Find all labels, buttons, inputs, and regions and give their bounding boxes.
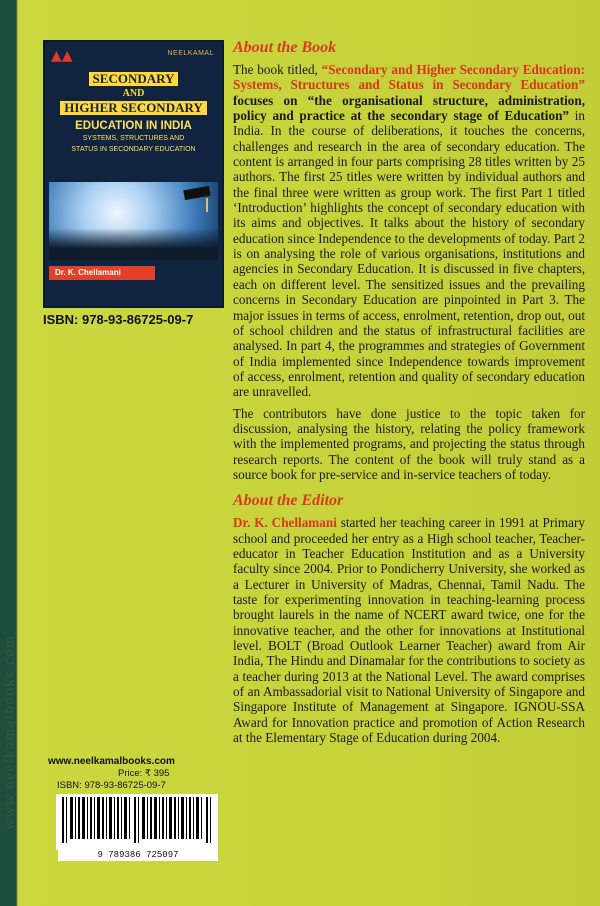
thumbnail-publisher: NEELKAMAL: [167, 50, 214, 57]
barcode-icon: [62, 797, 212, 843]
tassel-icon: [206, 198, 208, 212]
thumbnail-title-line3: HIGHER SECONDARY: [60, 101, 207, 115]
thumbnail-title-line2: AND: [122, 88, 145, 99]
p1-start: The book titled,: [233, 62, 322, 77]
thumbnail-title: [51, 70, 216, 154]
price-label: Price: ₹ 395: [118, 768, 170, 779]
about-editor-paragraph: [233, 515, 585, 745]
thumbnail-subtitle-line1: SYSTEMS, STRUCTURES AND: [82, 135, 185, 142]
thumbnail-author: Dr. K. Chellamani: [49, 266, 155, 280]
barcode-digits: 9 789386 725097: [58, 850, 218, 861]
thumbnail-artwork: [49, 182, 218, 260]
about-editor-heading: About the Editor: [233, 492, 344, 510]
book-title-highlight: “Secondary and Higher Secondary Education: Systems, Structures and Status in Secondary Education”: [233, 62, 585, 93]
editor-bio: started her teaching career in 1991 at Primary school and proceeded her entry as a High school teacher, Teacher-educator in Teacher Education Institution and as a University faculty since 2004. Prior to Pondicherry University, she worked as a Lecturer in University of Madras, Chennai, Tamil Nadu. The taste for experimenting innovation in teaching-learning process brought laurels in the name of NCERT award twice, one for the innovative teacher, and the other for innovations at Institutional level. BOLT (Broad Outlook Learner Teacher) award from Air India, The Hindu and Dinamalar for the contributions to society as a teacher during 2013 at the National Level. The award comprises of an Ambassadorial visit to National University of Singapore and Singapore Institute of Management at Singapore. IGNOU-SSA Award for Innovation practice and promotion of Action Research at the Elementary Stage of Education during 2004.: [233, 515, 585, 746]
spine-website: www.neelkamalbooks.com: [2, 634, 18, 830]
thumbnail-title-line1: SECONDARY: [89, 72, 179, 86]
barcode: [56, 794, 218, 850]
about-book-heading: About the Book: [233, 39, 337, 56]
cover-thumbnail: [43, 40, 224, 308]
editor-name: Dr. K. Chellamani: [233, 515, 337, 531]
thumbnail-subtitle-line2: STATUS IN SECONDARY EDUCATION: [71, 146, 196, 153]
about-book-paragraph-1: [233, 62, 585, 400]
publisher-logo-icon: ▲▲: [51, 48, 73, 64]
description-column: [233, 38, 585, 751]
graduates-silhouette: [49, 228, 218, 260]
p1-rest: in India. In the course of deliberations, it touches the concerns, challenges and research in the area of secondary education. The content is arranged in four parts comprising 28 titles written by 25 authors. The first 25 titles were written by individual authors and the final three were written as group work. The first Part 1 titled ‘Introduction’ highlights the concept of secondary education with its aims and objectives. It talks about the history of secondary education since Independence to the developments of today. Part 2 is on analysing the role of various organisations, institutions and agencies in Secondary Education. It is discussed in five chapters, each on different level. The sensitized issues and the prevailing concerns in Secondary Education are pinpointed in Part 3. The major issues in terms of access, enrolment, retention, drop out, out of school children and the status of infrastructural facilities are analysed. In part 4, the programmes and strategies of Government of India implemented since Independence towards improvement of access, enrolment, retention and quality of secondary education are unravelled.: [233, 108, 585, 400]
about-book-paragraph-2: The contributors have done justice to the topic taken for discussion, analysing the history, relating the policy framework with the implemented programs, and projecting the status through research reports. The content of the book will truly stand as a source book for pre-service and in-service teachers of today.: [233, 405, 585, 482]
isbn-label: ISBN: 978-93-86725-09-7: [43, 312, 194, 327]
book-focus-bold: focuses on “the organisational structure, administration, policy and practice at the secondary stage of Education”: [233, 92, 585, 124]
isbn-small-label: ISBN: 978-93-86725-09-7: [57, 780, 166, 791]
thumbnail-title-line4: EDUCATION IN INDIA: [75, 120, 192, 132]
back-website: www.neelkamalbooks.com: [48, 756, 175, 767]
